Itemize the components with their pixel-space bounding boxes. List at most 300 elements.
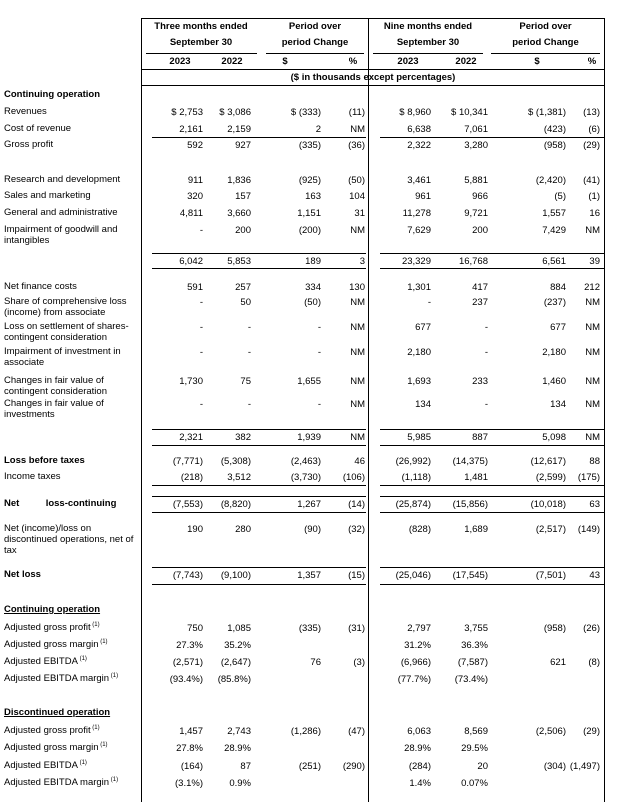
table-cell: NM <box>350 432 365 443</box>
dollar-a: $ <box>282 56 288 67</box>
row-label-text: Adjusted EBITDA margin <box>4 777 110 788</box>
table-cell: 2,180 <box>407 347 431 358</box>
row-label-text: Adjusted gross margin <box>4 639 99 650</box>
table-row <box>0 224 626 246</box>
table-row <box>0 123 626 137</box>
table-cell: 233 <box>472 376 488 387</box>
table-cell: 6,561 <box>542 256 566 267</box>
table-cell: 3,461 <box>407 175 431 186</box>
table-cell: (5,308) <box>220 456 251 467</box>
table-cell: (2,571) <box>172 657 203 668</box>
table-cell: (828) <box>408 524 431 535</box>
table-cell: (7,587) <box>457 657 488 668</box>
table-row <box>0 431 626 445</box>
table-cell: (6,966) <box>400 657 431 668</box>
table-row <box>0 471 626 485</box>
row-label <box>4 455 135 466</box>
table-cell: (50) <box>348 175 365 186</box>
row-label-text: Net loss <box>4 569 41 580</box>
total-rule <box>380 485 604 486</box>
table-cell: 1,939 <box>297 432 321 443</box>
header-rule-c <box>373 53 483 54</box>
table-cell: 130 <box>349 282 365 293</box>
table-cell: (2,647) <box>220 657 251 668</box>
table-cell: 104 <box>349 191 365 202</box>
table-cell: (5) <box>554 191 566 202</box>
table-row <box>0 760 626 774</box>
table-cell: 23,329 <box>401 256 431 267</box>
row-label <box>4 498 135 509</box>
table-cell: 3,755 <box>464 623 488 634</box>
table-cell: (423) <box>543 124 566 135</box>
row-label <box>4 604 135 615</box>
table-cell: 1,460 <box>542 376 566 387</box>
table-cell: $ 3,086 <box>219 107 251 118</box>
row-label <box>4 321 135 343</box>
table-cell: (218) <box>180 472 203 483</box>
table-cell: - <box>247 322 251 333</box>
row-label <box>4 139 135 150</box>
table-cell: 2,161 <box>179 124 203 135</box>
table-cell: NM <box>585 399 600 410</box>
header-rule-d <box>491 53 600 54</box>
table-cell: 5,985 <box>407 432 431 443</box>
row-label <box>4 174 135 185</box>
table-row <box>0 255 626 269</box>
table-cell: - <box>199 322 203 333</box>
table-cell: (290) <box>342 761 365 772</box>
table-cell: (36) <box>348 140 365 151</box>
table-cell: (50) <box>304 297 321 308</box>
table-cell: 1,655 <box>297 376 321 387</box>
table-cell: NM <box>585 322 600 333</box>
table-cell: (29) <box>583 726 600 737</box>
table-cell: - <box>484 322 488 333</box>
table-cell: 5,098 <box>542 432 566 443</box>
table-cell: $ 8,960 <box>399 107 431 118</box>
table-cell: 1,151 <box>297 208 321 219</box>
table-cell: (29) <box>583 140 600 151</box>
row-label <box>4 656 135 667</box>
table-row <box>0 190 626 204</box>
row-label <box>4 471 135 482</box>
table-cell: (2,463) <box>290 456 321 467</box>
row-label-text: Continuing operation <box>4 604 101 615</box>
table-cell: (304) <box>543 761 566 772</box>
table-cell: (149) <box>577 524 600 535</box>
table-cell: 9,721 <box>464 208 488 219</box>
table-cell: 1,457 <box>179 726 203 737</box>
table-cell: 46 <box>354 456 365 467</box>
table-cell: (15) <box>348 570 365 581</box>
dollar-b: $ <box>534 56 540 67</box>
row-label-text: Net loss-continuing <box>4 498 117 509</box>
table-cell: 927 <box>235 140 251 151</box>
table-cell: (14) <box>348 499 365 510</box>
table-cell: 6,063 <box>407 726 431 737</box>
table-cell: (85.8%) <box>217 674 251 685</box>
total-rule <box>380 429 604 430</box>
table-cell: - <box>317 347 321 358</box>
table-cell: $ 10,341 <box>451 107 488 118</box>
row-label-text: Loss before taxes <box>4 455 85 466</box>
table-row <box>0 707 626 721</box>
table-cell: 1,357 <box>297 570 321 581</box>
row-label-text: Continuing operation <box>4 89 101 100</box>
row-label <box>4 89 135 100</box>
table-cell: - <box>317 322 321 333</box>
table-cell: 592 <box>187 140 203 151</box>
table-cell: 27.3% <box>176 640 203 651</box>
table-cell: (335) <box>298 140 321 151</box>
table-cell: - <box>247 347 251 358</box>
table-cell: 884 <box>550 282 566 293</box>
row-label-text: Adjusted gross margin <box>4 742 99 753</box>
table-cell: NM <box>350 225 365 236</box>
total-rule <box>380 567 604 568</box>
row-label-text: Changes in fair value of contingent consideration <box>4 375 107 397</box>
table-cell: 2,159 <box>227 124 251 135</box>
row-label-text: Net (income)/loss on discontinued operations, net of tax <box>4 523 137 556</box>
table-cell: 200 <box>472 225 488 236</box>
total-rule <box>380 268 604 269</box>
table-cell: (2,599) <box>535 472 566 483</box>
table-cell: 6,042 <box>179 256 203 267</box>
table-cell: (7,553) <box>172 499 203 510</box>
table-cell: (1,118) <box>401 472 431 483</box>
table-cell: 76 <box>310 657 321 668</box>
total-rule <box>380 253 604 254</box>
table-cell: 591 <box>187 282 203 293</box>
table-cell: 237 <box>472 297 488 308</box>
row-label-text: Share of comprehensive loss (income) from associate <box>4 296 130 318</box>
table-cell: 157 <box>235 191 251 202</box>
table-cell: $ (333) <box>290 107 321 118</box>
table-cell: 163 <box>305 191 321 202</box>
table-cell: (12,617) <box>530 456 566 467</box>
table-cell: 2,797 <box>407 623 431 634</box>
row-label-text: Gross profit <box>4 139 54 150</box>
table-cell: NM <box>350 376 365 387</box>
header-line: Three months ended <box>154 21 248 32</box>
table-row <box>0 346 626 368</box>
footnote-marker: (1) <box>109 776 119 783</box>
table-cell: (26) <box>583 623 600 634</box>
table-cell: 134 <box>550 399 566 410</box>
table-row <box>0 569 626 583</box>
table-cell: (1,497) <box>569 761 600 772</box>
table-cell: (47) <box>348 726 365 737</box>
table-cell: (26,992) <box>395 456 431 467</box>
table-cell: (284) <box>408 761 431 772</box>
header-line: September 30 <box>169 37 233 48</box>
table-cell: 16,768 <box>458 256 488 267</box>
table-cell: (200) <box>298 225 321 236</box>
pct-a: % <box>348 56 358 67</box>
table-row <box>0 523 626 556</box>
table-cell: 4,811 <box>179 208 203 219</box>
table-cell: 750 <box>187 623 203 634</box>
year-2022-a: 2022 <box>221 56 243 67</box>
table-cell: 320 <box>187 191 203 202</box>
table-cell: (31) <box>348 623 365 634</box>
table-cell: 28.9% <box>404 743 431 754</box>
table-cell: 2,180 <box>542 347 566 358</box>
table-row <box>0 174 626 188</box>
row-label <box>4 673 135 684</box>
table-cell: $ (1,381) <box>527 107 566 118</box>
footnote-marker: (1) <box>109 672 119 679</box>
table-cell: 1,557 <box>542 208 566 219</box>
header-rule-b <box>266 53 364 54</box>
table-cell: 88 <box>589 456 600 467</box>
table-cell: 1,730 <box>179 376 203 387</box>
year-rule <box>141 69 605 70</box>
table-cell: NM <box>585 297 600 308</box>
header-line: September 30 <box>396 37 460 48</box>
footnote-marker: (1) <box>77 759 87 766</box>
table-cell: (335) <box>298 623 321 634</box>
table-cell: 966 <box>472 191 488 202</box>
table-cell: (7,501) <box>535 570 566 581</box>
row-label-text: Research and development <box>4 174 121 185</box>
year-2022-b: 2022 <box>455 56 477 67</box>
table-row <box>0 777 626 791</box>
table-cell: 961 <box>415 191 431 202</box>
table-cell: 7,629 <box>407 225 431 236</box>
row-label <box>4 569 135 580</box>
table-cell: 2,322 <box>407 140 431 151</box>
table-row <box>0 281 626 295</box>
table-row <box>0 398 626 420</box>
table-row <box>0 455 626 469</box>
table-cell: 63 <box>589 499 600 510</box>
row-label <box>4 707 135 718</box>
table-cell: 3,512 <box>227 472 251 483</box>
row-label-text: Changes in fair value of investments <box>4 398 107 420</box>
row-label <box>4 760 135 771</box>
table-cell: NM <box>585 376 600 387</box>
year-2023-b: 2023 <box>397 56 419 67</box>
row-label-text: Sales and marketing <box>4 190 91 201</box>
table-cell: 2,743 <box>227 726 251 737</box>
table-cell: (3.1%) <box>175 778 203 789</box>
table-cell: NM <box>585 432 600 443</box>
table-row <box>0 656 626 670</box>
table-row <box>0 742 626 756</box>
total-rule <box>152 567 366 568</box>
table-cell: 189 <box>305 256 321 267</box>
row-label <box>4 523 135 556</box>
table-cell: (77.7%) <box>397 674 431 685</box>
table-row <box>0 139 626 153</box>
table-row <box>0 673 626 687</box>
table-row <box>0 622 626 636</box>
table-cell: (14,375) <box>452 456 488 467</box>
table-cell: 2,321 <box>179 432 203 443</box>
table-cell: 2 <box>315 124 321 135</box>
table-cell: - <box>199 297 203 308</box>
table-cell: 16 <box>589 208 600 219</box>
footnote-marker: (1) <box>98 741 108 748</box>
table-cell: (32) <box>348 524 365 535</box>
table-cell: 1,836 <box>227 175 251 186</box>
table-cell: (2,517) <box>535 524 566 535</box>
table-cell: - <box>317 399 321 410</box>
table-cell: (958) <box>543 140 566 151</box>
table-cell: 5,853 <box>227 256 251 267</box>
header-period-change-a <box>262 19 368 51</box>
table-cell: (73.4%) <box>454 674 488 685</box>
table-cell: 190 <box>187 524 203 535</box>
row-label-text: Adjusted EBITDA <box>4 656 78 667</box>
table-cell: 200 <box>235 225 251 236</box>
table-cell: 8,569 <box>464 726 488 737</box>
table-cell: (25,874) <box>395 499 431 510</box>
table-cell: (251) <box>298 761 321 772</box>
table-cell: 1,267 <box>297 499 321 510</box>
table-cell: (41) <box>583 175 600 186</box>
table-cell: (1) <box>588 191 600 202</box>
table-cell: 5,881 <box>464 175 488 186</box>
row-label-text: Adjusted EBITDA margin <box>4 673 110 684</box>
table-row <box>0 296 626 318</box>
table-cell: NM <box>350 347 365 358</box>
header-line: Period over <box>519 21 572 32</box>
row-label-text: Loss on settlement of shares-contingent consideration <box>4 321 129 343</box>
table-cell: 1.4% <box>409 778 431 789</box>
table-cell: 28.9% <box>224 743 251 754</box>
table-cell: NM <box>350 399 365 410</box>
table-row <box>0 375 626 397</box>
header-three-months <box>141 19 261 51</box>
table-cell: (175) <box>577 472 600 483</box>
table-cell: (106) <box>342 472 365 483</box>
table-cell: (7,771) <box>172 456 203 467</box>
table-cell: (237) <box>543 297 566 308</box>
table-cell: (9,100) <box>220 570 251 581</box>
total-rule <box>380 584 604 585</box>
table-cell: 621 <box>550 657 566 668</box>
table-cell: - <box>484 347 488 358</box>
table-cell: 0.9% <box>229 778 251 789</box>
table-cell: (15,856) <box>452 499 488 510</box>
table-cell: 887 <box>472 432 488 443</box>
row-label <box>4 281 135 292</box>
table-cell: 280 <box>235 524 251 535</box>
row-label-text: General and administrative <box>4 207 118 218</box>
units-rule <box>141 85 605 86</box>
table-cell: 911 <box>187 175 203 186</box>
table-cell: 677 <box>415 322 431 333</box>
table-cell: 212 <box>584 282 600 293</box>
table-row <box>0 725 626 739</box>
table-cell: 35.2% <box>224 640 251 651</box>
table-cell: 11,278 <box>402 208 431 219</box>
row-label <box>4 622 135 633</box>
table-cell: (13) <box>583 107 600 118</box>
footnote-marker: (1) <box>90 724 100 731</box>
total-rule <box>152 496 366 497</box>
row-label-text: Cost of revenue <box>4 123 72 134</box>
table-cell: (25,046) <box>395 570 431 581</box>
row-label-text: Discontinued operation <box>4 707 111 718</box>
table-cell: (11) <box>348 107 365 118</box>
table-cell: (2,506) <box>535 726 566 737</box>
table-cell: (93.4%) <box>169 674 203 685</box>
table-cell: (1,286) <box>290 726 321 737</box>
row-label-text: Income taxes <box>4 471 61 482</box>
row-label <box>4 207 135 218</box>
table-cell: 1,693 <box>407 376 431 387</box>
table-cell: $ 2,753 <box>171 107 203 118</box>
table-cell: (164) <box>180 761 203 772</box>
table-cell: (17,545) <box>452 570 488 581</box>
table-cell: 29.5% <box>461 743 488 754</box>
table-cell: NM <box>585 225 600 236</box>
table-cell: 382 <box>235 432 251 443</box>
row-label-text: Adjusted gross profit <box>4 622 91 633</box>
total-rule <box>152 445 366 446</box>
table-cell: (90) <box>304 524 321 535</box>
table-cell: - <box>199 225 203 236</box>
table-cell: 75 <box>240 376 251 387</box>
table-row <box>0 321 626 343</box>
row-label <box>4 123 135 134</box>
table-cell: NM <box>350 322 365 333</box>
header-line: period Change <box>281 37 349 48</box>
table-cell: 1,301 <box>407 282 431 293</box>
pct-b: % <box>587 56 597 67</box>
total-rule <box>152 485 366 486</box>
row-label-text: Impairment of investment in associate <box>4 346 124 368</box>
table-cell: 7,061 <box>464 124 488 135</box>
table-row <box>0 498 626 512</box>
row-label <box>4 190 135 201</box>
table-cell: 6,638 <box>407 124 431 135</box>
table-cell: - <box>199 347 203 358</box>
table-cell: 417 <box>472 282 488 293</box>
row-label-text: Impairment of goodwill and intangibles <box>4 224 121 246</box>
header-line: Nine months ended <box>383 21 473 32</box>
table-cell: 27.8% <box>176 743 203 754</box>
table-cell: NM <box>350 297 365 308</box>
row-label <box>4 296 135 318</box>
table-row <box>0 106 626 120</box>
table-row <box>0 89 626 103</box>
units-note: ($ in thousands except percentages) <box>290 72 456 83</box>
table-cell: (3,730) <box>290 472 321 483</box>
table-cell: 257 <box>235 282 251 293</box>
total-rule <box>152 429 366 430</box>
total-rule <box>152 268 366 269</box>
table-cell: - <box>247 399 251 410</box>
total-rule <box>380 137 604 138</box>
table-cell: 1,481 <box>464 472 488 483</box>
total-rule <box>152 512 366 513</box>
row-label <box>4 346 135 368</box>
total-rule <box>152 253 366 254</box>
row-label-text: Revenues <box>4 106 47 117</box>
total-rule <box>380 512 604 513</box>
total-rule <box>380 496 604 497</box>
table-cell: 134 <box>415 399 431 410</box>
footnote-marker: (1) <box>98 638 108 645</box>
row-label <box>4 398 135 420</box>
table-cell: 36.3% <box>461 640 488 651</box>
year-2023-a: 2023 <box>169 56 191 67</box>
table-cell: (8) <box>588 657 600 668</box>
